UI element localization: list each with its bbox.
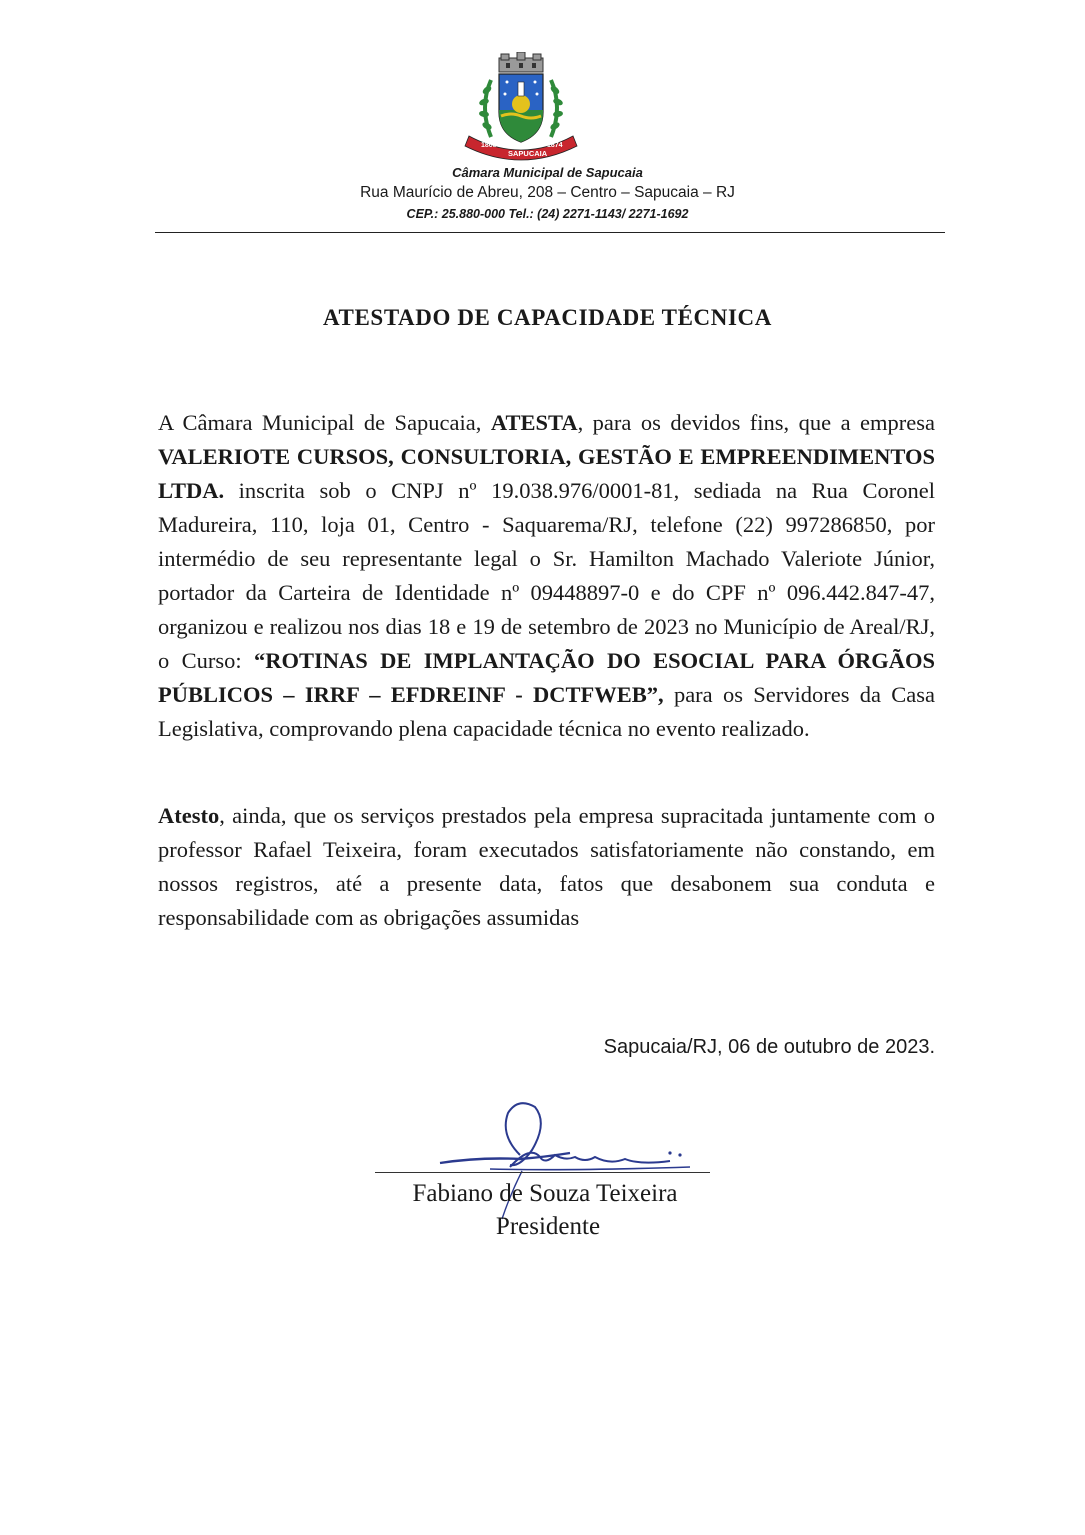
p1-course-name: “ROTINAS DE IMPLANTAÇÃO DO ESOCIAL PARA ÓRGÃOS PÚBLICOS – IRRF – EFDREINF - DCTFWEB”, [158,648,935,707]
p1-text-1: A Câmara Municipal de Sapucaia, [158,410,491,435]
signer-role: Presidente [495,1213,601,1240]
date-line: Sapucaia/RJ, 06 de outubro de 2023. [603,1036,935,1058]
crest-year-left: 1808 [481,142,497,149]
p1-company-name: VALERIOTE CURSOS, CONSULTORIA, GESTÃO E EMPREENDIMENTOS LTDA. [158,444,935,503]
paragraph-attestation [158,406,935,746]
p1-text-2: , para os devidos fins, que a empresa [577,410,935,435]
paragraph-conduct [158,799,935,935]
crest-motto: SAPUCAIA [508,149,548,158]
institution-contact: CEP.: 25.880-000 Tel.: (24) 2271-1143/ 2271-1692 [406,207,689,221]
institution-address: Rua Maurício de Abreu, 208 – Centro – Sapucaia – RJ [360,184,735,201]
crest-year-right: 1874 [547,142,563,149]
p1-bold-1: ATESTA [490,410,578,435]
p1-text-4: para os Servidores da Casa Legislativa, comprovando plena capacidade técnica no evento realizado. [158,682,935,741]
institution-name: Câmara Municipal de Sapucaia [452,165,643,180]
p2-text-1: , ainda, que os serviços prestados pela empresa supracitada juntamente com o professor Rafael Teixeira, foram executados satisfatoriamente não constando, em nossos registros, até a presente data, fatos que desabonem sua conduta e responsabilidade com as obrigações assumidas [158,803,935,930]
p2-bold-1: Atesto [158,803,220,828]
p1-text-3: inscrita sob o CNPJ nº 19.038.976/0001-81, sediada na Rua Coronel Madureira, 110, loja 01, Centro - Saquarema/RJ, telefone (22) 997286850, por intermédio de seu representante legal o Sr. Hamilton Machado Valeriote Júnior, portador da Carteira de Identidade nº 09448897-0 e do CPF nº 096.442.847-47, organizou e realizou nos dias 18 e 19 de setembro de 2023 no Município de Areal/RJ, o Curso: [158,478,935,673]
signature-line [375,1172,710,1173]
document-title: ATESTADO DE CAPACIDADE TÉCNICA [323,305,772,330]
municipal-coat-of-arms-icon [461,52,581,167]
signer-name: Fabiano de Souza Teixeira [412,1180,678,1207]
header-divider [155,232,945,233]
